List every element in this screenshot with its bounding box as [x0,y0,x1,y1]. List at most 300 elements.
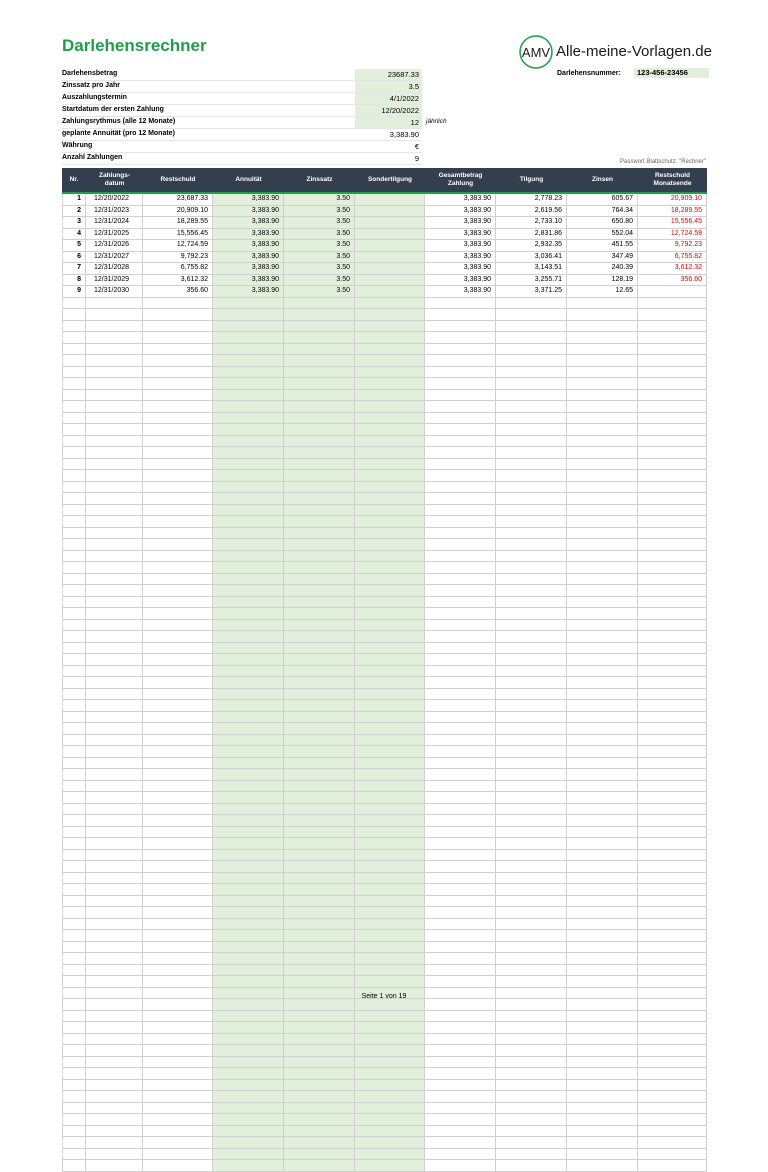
table-cell[interactable] [355,436,425,447]
table-cell [62,999,86,1010]
table-cell[interactable] [355,815,425,826]
table-cell [213,746,284,757]
table-cell [567,1160,638,1171]
table-cell[interactable] [355,344,425,355]
table-cell [86,712,143,723]
table-cell [62,712,86,723]
table-cell [638,712,707,723]
table-cell [143,1149,213,1160]
table-cell [496,1057,567,1068]
table-cell[interactable] [355,528,425,539]
table-cell[interactable] [355,263,425,274]
table-cell: 3,383.90 [213,275,284,286]
loan-number-label: Darlehensnummer: [557,70,621,77]
table-cell[interactable] [355,735,425,746]
table-cell [62,666,86,677]
table-cell[interactable] [355,401,425,412]
table-cell [62,447,86,458]
table-cell [638,758,707,769]
table-cell: 3,383.90 [425,206,496,217]
table-cell [284,769,355,780]
table-cell: 12/31/2023 [86,206,143,217]
table-cell [86,1011,143,1022]
table-cell [213,677,284,688]
table-cell[interactable] [355,1114,425,1125]
table-cell: 18,289.55 [638,206,707,217]
table-cell [567,919,638,930]
table-cell[interactable] [355,562,425,573]
table-cell[interactable] [355,447,425,458]
table-cell[interactable] [355,459,425,470]
table-cell[interactable] [355,896,425,907]
table-cell [425,424,496,435]
table-cell[interactable] [355,1091,425,1102]
table-cell [425,930,496,941]
table-cell [86,413,143,424]
table-cell [86,482,143,493]
table-cell [143,884,213,895]
param-label: Zinssatz pro Jahr [62,82,120,89]
table-cell [425,298,496,309]
table-cell[interactable] [355,516,425,527]
table-cell [213,1034,284,1045]
table-cell [86,1103,143,1114]
table-cell [62,459,86,470]
table-cell [213,976,284,987]
table-cell[interactable] [355,1126,425,1137]
table-cell[interactable] [355,355,425,366]
table-cell [496,884,567,895]
table-row [62,459,707,471]
table-cell[interactable] [355,229,425,240]
table-cell[interactable] [355,286,425,297]
table-cell[interactable] [355,804,425,815]
table-cell [86,1057,143,1068]
table-cell [284,884,355,895]
table-cell [638,919,707,930]
table-cell [143,1160,213,1171]
table-cell: 3,383.90 [213,229,284,240]
table-cell [86,470,143,481]
table-cell [638,298,707,309]
table-row [62,884,707,896]
table-cell [86,861,143,872]
table-cell: 5 [62,240,86,251]
table-cell [638,493,707,504]
table-cell[interactable] [355,275,425,286]
table-cell [143,631,213,642]
table-cell [143,643,213,654]
loan-number-field[interactable]: 123-456-23456 [634,68,709,78]
table-cell [213,539,284,550]
table-cell: 12/31/2028 [86,263,143,274]
table-cell[interactable] [355,712,425,723]
table-cell [86,666,143,677]
table-cell [143,919,213,930]
table-cell [638,516,707,527]
table-cell [86,942,143,953]
table-row [62,654,707,666]
table-row [62,827,707,839]
table-cell [425,539,496,550]
logo [518,34,718,70]
table-cell: 15,556.45 [638,217,707,228]
table-cell [213,930,284,941]
table-cell [62,1011,86,1022]
table-cell [638,1103,707,1114]
table-cell: 3.50 [284,206,355,217]
table-cell [496,838,567,849]
table-cell [425,1114,496,1125]
table-cell[interactable] [355,758,425,769]
table-cell: 3,383.90 [425,217,496,228]
table-row [62,758,707,770]
table-cell[interactable] [355,689,425,700]
table-row [62,712,707,724]
table-cell[interactable] [355,919,425,930]
table-cell[interactable] [355,252,425,263]
table-cell[interactable] [355,827,425,838]
table-cell [425,482,496,493]
table-cell [496,700,567,711]
table-cell [567,585,638,596]
table-cell [567,884,638,895]
table-cell [86,1114,143,1125]
param-value[interactable]: 3.5 [355,81,422,92]
table-row [62,275,707,287]
table-cell[interactable] [355,608,425,619]
table-cell [284,953,355,964]
table-cell[interactable] [355,965,425,976]
table-cell[interactable] [355,206,425,217]
table-cell [567,930,638,941]
table-cell [496,436,567,447]
table-cell [284,1114,355,1125]
table-cell[interactable] [355,378,425,389]
table-row [62,309,707,321]
table-cell[interactable] [355,677,425,688]
table-cell[interactable] [355,309,425,320]
table-cell[interactable] [355,792,425,803]
table-cell [284,597,355,608]
table-cell [425,1126,496,1137]
table-cell [86,804,143,815]
table-cell [284,620,355,631]
table-cell [425,976,496,987]
table-row [62,608,707,620]
table-cell [425,367,496,378]
table-cell [567,1149,638,1160]
table-cell [425,792,496,803]
table-cell [62,781,86,792]
table-cell [567,309,638,320]
table-row [62,999,707,1011]
table-cell[interactable] [355,367,425,378]
table-cell [425,321,496,332]
table-cell [638,677,707,688]
table-cell [143,424,213,435]
table-cell[interactable] [355,321,425,332]
table-cell [213,769,284,780]
table-cell [86,608,143,619]
table-cell [86,585,143,596]
table-cell [143,470,213,481]
payment-table [62,168,707,1172]
table-cell[interactable] [355,1137,425,1148]
table-cell [496,815,567,826]
table-cell[interactable] [355,413,425,424]
table-cell [62,792,86,803]
table-cell[interactable] [355,1045,425,1056]
table-cell [213,585,284,596]
table-cell [496,390,567,401]
table-cell[interactable] [355,953,425,964]
table-cell: 12.65 [567,286,638,297]
table-cell [638,505,707,516]
table-cell [638,1149,707,1160]
table-cell[interactable] [355,723,425,734]
table-row [62,355,707,367]
table-row [62,1034,707,1046]
param-value[interactable]: 12 [355,117,422,128]
table-cell [86,298,143,309]
table-cell [62,493,86,504]
table-cell[interactable] [355,643,425,654]
table-cell [496,677,567,688]
table-cell: 20,909.10 [143,206,213,217]
table-cell[interactable] [355,470,425,481]
table-cell [86,424,143,435]
table-cell[interactable] [355,1080,425,1091]
table-cell [143,873,213,884]
table-cell[interactable] [355,482,425,493]
table-cell [86,965,143,976]
table-cell[interactable] [355,194,425,205]
table-cell [496,804,567,815]
table-cell[interactable] [355,1057,425,1068]
table-cell[interactable] [355,1149,425,1160]
table-cell[interactable] [355,884,425,895]
table-row [62,516,707,528]
table-cell [567,378,638,389]
table-cell[interactable] [355,424,425,435]
table-cell[interactable] [355,505,425,516]
table-cell [284,735,355,746]
table-row [62,919,707,931]
table-row [62,298,707,310]
table-cell: 2,932.35 [496,240,567,251]
table-cell [86,919,143,930]
table-row [62,482,707,494]
table-row [62,539,707,551]
table-cell[interactable] [355,597,425,608]
table-cell[interactable] [355,1011,425,1022]
table-cell [567,482,638,493]
table-cell [143,838,213,849]
table-cell [86,1045,143,1056]
table-cell [638,620,707,631]
param-value: € [414,142,419,151]
table-cell [567,1126,638,1137]
table-cell [62,378,86,389]
table-cell[interactable] [355,999,425,1010]
table-cell [284,654,355,665]
table-cell [425,1011,496,1022]
table-cell [567,976,638,987]
table-cell [567,562,638,573]
table-cell [62,1057,86,1068]
table-cell [425,493,496,504]
column-header: Tilgung [519,176,544,183]
table-cell[interactable] [355,1160,425,1171]
table-cell [425,470,496,481]
table-cell[interactable] [355,907,425,918]
table-cell [567,792,638,803]
table-cell [62,896,86,907]
table-cell [86,539,143,550]
table-cell[interactable] [355,942,425,953]
table-cell [425,631,496,642]
table-cell [638,689,707,700]
table-cell [284,999,355,1010]
table-cell [86,735,143,746]
table-row [62,493,707,505]
table-cell [425,781,496,792]
table-cell[interactable] [355,493,425,504]
table-cell [496,781,567,792]
param-value[interactable]: 23687.33 [355,69,422,80]
table-cell[interactable] [355,746,425,757]
table-cell [213,723,284,734]
table-cell [213,792,284,803]
table-cell [213,1045,284,1056]
table-cell [496,355,567,366]
table-cell: 6 [62,252,86,263]
table-cell[interactable] [355,850,425,861]
table-cell[interactable] [355,539,425,550]
table-cell [425,378,496,389]
table-cell[interactable] [355,1034,425,1045]
table-cell: 9,792.23 [638,240,707,251]
table-cell: 3.50 [284,275,355,286]
table-cell [638,792,707,803]
table-cell [567,574,638,585]
table-cell [496,1103,567,1114]
table-cell [284,585,355,596]
table-row [62,620,707,632]
table-cell [86,528,143,539]
table-cell [496,447,567,458]
table-cell [62,930,86,941]
table-cell [213,355,284,366]
table-cell [143,505,213,516]
table-cell[interactable] [355,1103,425,1114]
table-cell[interactable] [355,574,425,585]
table-cell [496,574,567,585]
table-cell [284,528,355,539]
table-row [62,1068,707,1080]
table-cell[interactable] [355,551,425,562]
table-cell [638,1011,707,1022]
table-cell [213,332,284,343]
table-cell [143,493,213,504]
table-cell[interactable] [355,240,425,251]
table-cell [638,574,707,585]
table-cell [213,298,284,309]
table-cell[interactable] [355,620,425,631]
table-cell [213,562,284,573]
table-cell [567,332,638,343]
table-cell[interactable] [355,332,425,343]
table-cell[interactable] [355,838,425,849]
table-cell [62,562,86,573]
param-value[interactable]: 4/1/2022 [355,93,422,104]
table-cell[interactable] [355,654,425,665]
table-row [62,562,707,574]
table-cell[interactable] [355,781,425,792]
table-cell: 3.50 [284,194,355,205]
table-cell: 128.19 [567,275,638,286]
table-cell[interactable] [355,861,425,872]
table-cell [496,585,567,596]
table-cell [638,804,707,815]
table-cell [213,884,284,895]
table-row [62,1091,707,1103]
table-cell [143,654,213,665]
table-cell[interactable] [355,666,425,677]
param-value[interactable]: 12/20/2022 [355,105,422,116]
table-cell[interactable] [355,1068,425,1079]
table-cell [638,930,707,941]
table-cell [638,286,707,297]
table-cell [638,424,707,435]
table-cell[interactable] [355,631,425,642]
table-cell [62,907,86,918]
table-cell [143,436,213,447]
table-cell [496,1034,567,1045]
table-cell[interactable] [355,930,425,941]
table-cell: 552.04 [567,229,638,240]
table-cell [496,769,567,780]
amv-logo-icon [518,34,554,70]
table-cell[interactable] [355,390,425,401]
table-row [62,723,707,735]
page-footer: Seite 1 von 19 [361,993,407,1000]
table-cell [496,965,567,976]
table-cell [86,827,143,838]
table-cell [62,528,86,539]
table-cell [62,919,86,930]
table-cell[interactable] [355,873,425,884]
table-cell [86,884,143,895]
table-cell [86,551,143,562]
table-cell [567,620,638,631]
table-cell[interactable] [355,217,425,228]
table-cell[interactable] [355,585,425,596]
table-cell [86,631,143,642]
table-cell[interactable] [355,700,425,711]
param-label: Darlehensbetrag [62,70,118,77]
table-cell[interactable] [355,976,425,987]
table-cell[interactable] [355,769,425,780]
table-cell [62,413,86,424]
table-cell [638,459,707,470]
table-row [62,217,707,229]
table-cell [86,689,143,700]
table-cell [638,608,707,619]
table-cell [86,953,143,964]
table-cell[interactable] [355,298,425,309]
